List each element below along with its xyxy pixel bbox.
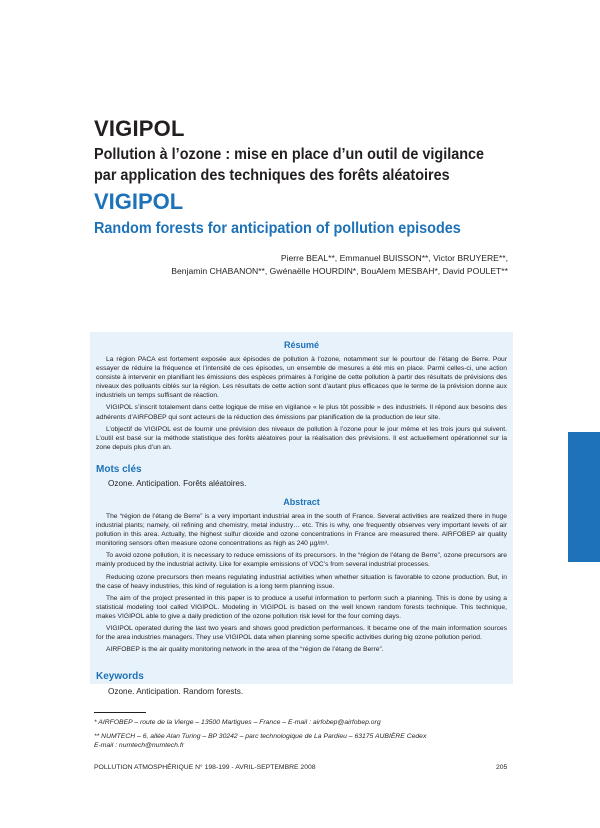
- abstract-paragraph: AIRFOBEP is the air quality monitoring network in the area of the “région de l’étang de Berre”.: [106, 646, 384, 654]
- authors-line-1: Pierre BEAL**, Emmanuel BUISSON**, Victor BRUYERE**,: [280, 253, 508, 263]
- abstract-paragraph: VIGIPOL operated during the last two years and shows good prediction performances. It became one of the main information sources for the area industries managers. They use VIGIPOL data when planning some specific activities during big ozone pollution period.: [96, 625, 507, 642]
- keywords-text: Ozone. Anticipation. Random forests.: [108, 687, 244, 696]
- abstract-body: [96, 512, 507, 657]
- footnote-numtech-email: E-mail : numtech@numtech.fr: [94, 742, 185, 749]
- footnote-numtech: ** NUMTECH – 6, allée Alan Turing – BP 30242 – parc technologique de La Pardieu – 63175 AUBIÈRE Cedex: [94, 733, 427, 740]
- mots-cles-heading: Mots clés: [96, 464, 142, 475]
- resume-paragraph: VIGIPOL s’inscrit totalement dans cette logique de mise en vigilance « le plus tôt possible » des industriels. Il répond aux besoins des adhérents d’AIRFOBEP qui sont acteurs de la réduction des émissions par planification de la production de leur site.: [96, 404, 507, 421]
- page-number: 205: [496, 764, 508, 771]
- resume-paragraph: L’objectif de VIGIPOL est de fournir une prévision des niveaux de pollution à l’ozone pour le jour même et les trois jours qui suivent. L’outil est basé sur la méthode statistique des forêts aléatoires pour la réalisation des prévisions. Il est actuellement opérationnel sur la zone depuis plus d’un an.: [96, 425, 507, 451]
- abstract-paragraph: To avoid ozone pollution, it is necessary to reduce emissions of its precursors. In the “région de l’étang de Berre”, ozone precursors are mainly produced by the industrial activity. Like for example emissions of VOC’s from several industrial processes.: [96, 552, 507, 569]
- side-tab-decoration: [568, 432, 600, 562]
- abstract-paragraph: The aim of the project presented in this paper is to produce a useful information to perform such a planning. This is done by using a statistical modeling tool called VIGIPOL. Modeling in VIGIPOL is based on the well known random forests technique. This technique, makes VIGIPOL able to give a daily prediction of the ozone pollution risk level for the four coming days.: [96, 594, 507, 620]
- keywords-heading: Keywords: [96, 671, 144, 682]
- resume-heading: Résumé: [283, 340, 319, 350]
- footnote-divider: [94, 712, 146, 713]
- abstract-paragraph: The “région de l’étang de Berre” is a very important industrial area in the south of France. Several activities are realized there in huge industrial plants; namely, oil refining and chemistry, metal industry… etc. This is why, one frequently observes very important levels of air pollution in this area. Actually, the highest sulfur dioxide and ozone concentrations in France are measured there. AIRFOBEP air quality monitoring sensors often measure ozone concentrations as high as 240 µg/m³.: [96, 513, 507, 548]
- journal-footer: POLLUTION ATMOSPHÉRIQUE N° 198-199 - AVRIL-SEPTEMBRE 2008: [94, 764, 316, 771]
- abstract-heading: Abstract: [283, 497, 320, 507]
- subtitle-en: Random forests for anticipation of pollution episodes: [94, 220, 461, 237]
- title-en: VIGIPOL: [94, 189, 184, 214]
- authors-line-2: Benjamin CHABANON**, Gwénaëlle HOURDIN*, BouAlem MESBAH*, David POULET**: [171, 266, 508, 276]
- subtitle-fr: Pollution à l’ozone : mise en place d’un outil de vigilance par application des techniques des forêts aléatoires: [94, 146, 485, 184]
- title-fr: VIGIPOL: [94, 116, 185, 141]
- authors: [68, 252, 508, 278]
- abstract-paragraph: Reducing ozone precursors then means regulating industrial activities when whether situation is favorable to ozone production. But, in the case of heavy industries, this kind of regulation is a long term planning issue.: [96, 573, 507, 590]
- resume-body: [96, 355, 507, 455]
- footnote-airfobep: * AIRFOBEP – route de la Vierge – 13500 Martigues – France – E-mail : airfobep@airfobep.org: [94, 719, 381, 726]
- resume-paragraph: La région PACA est fortement exposée aux épisodes de pollution à l’ozone, notamment sur le pourtour de l’étang de Berre. Pour essayer de réduire la fréquence et l’intensité de ces épisodes, un ensemble de mesures a été mis en place. Parmi celles-ci, une action consiste à intervenir en planifiant les émissions des espèces primaires à l’origine de cette pollution à partir des résultats de prévisions des niveaux des polluants ciblés sur la région. Les résultats de cette action sont d’autant plus efficaces que le terme de la prévision donne aux industriels un temps suffisant de réaction.: [96, 356, 507, 400]
- mots-cles-text: Ozone. Anticipation. Forêts aléatoires.: [108, 479, 247, 488]
